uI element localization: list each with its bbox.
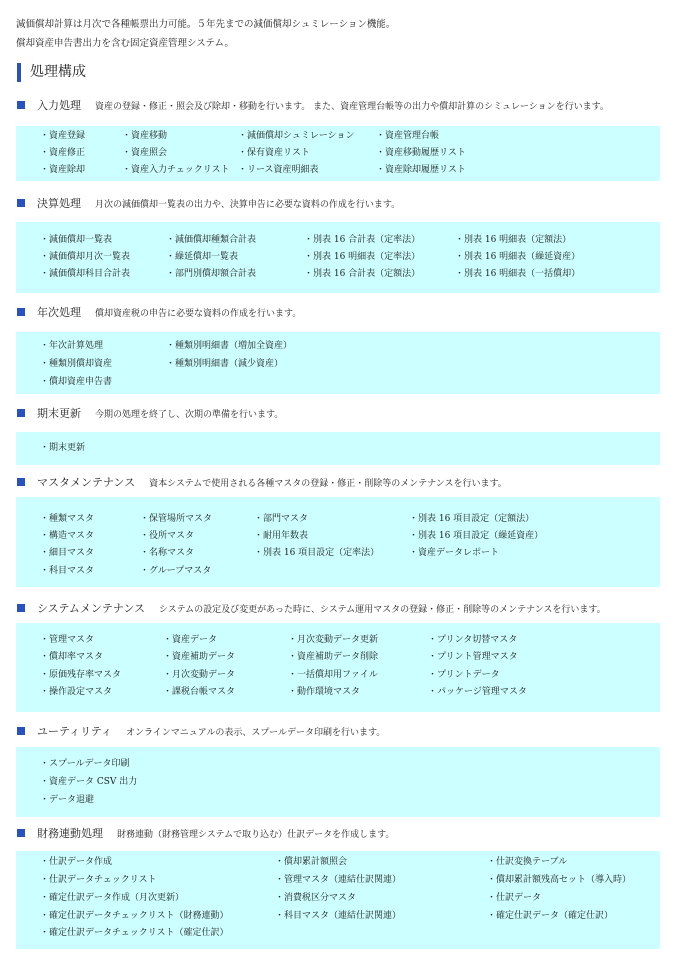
section-item-panel	[16, 332, 660, 394]
section-heading	[17, 98, 609, 112]
function-list-item: ・別表 16 明細表（一括償却）	[455, 269, 581, 279]
function-list-item: ・資産移動履歴リスト	[376, 148, 466, 158]
function-list-item: ・資産除却	[40, 165, 86, 175]
function-list-item: ・グループマスタ	[140, 566, 212, 576]
section-heading	[17, 305, 301, 319]
section-title: マスタメンテナンス	[37, 476, 136, 489]
function-list-item: ・減価償却一覧表	[40, 235, 113, 245]
function-list-item: ・資産データ	[163, 635, 218, 645]
square-bullet-icon	[17, 829, 25, 837]
section-description: システムの設定及び変更があった時に、システム運用マスタの登録・修正・削除等のメンテナンスを行います。	[159, 604, 606, 615]
function-list-item: ・課税台帳マスタ	[163, 687, 236, 697]
function-list-item: ・別表 16 合計表（定率法）	[304, 235, 421, 245]
function-list-item: ・パッケージ管理マスタ	[428, 687, 527, 697]
function-list-item: ・期末更新	[40, 443, 86, 453]
function-list-item: ・償却率マスタ	[40, 652, 104, 662]
function-list-item: ・消費税区分マスタ	[275, 893, 357, 903]
square-bullet-icon	[17, 308, 25, 316]
function-list-item: ・確定仕訳データチェックリスト（確定仕訳）	[40, 928, 229, 938]
section-description: 資産の登録・修正・照会及び除却・移動を行います。 また、資産管理台帳等の出力や償却計算のシミュレーションを行います。	[95, 101, 609, 112]
section-title: ユーティリティ	[37, 725, 113, 738]
section-heading	[17, 475, 507, 489]
function-list-item: ・資産補助データ	[163, 652, 236, 662]
function-list-item: ・別表 16 明細表（定額法）	[455, 235, 572, 245]
section-description: 今期の処理を終了し、次期の準備を行います。	[95, 409, 284, 420]
function-list-item: ・一括償却用ファイル	[288, 670, 378, 680]
section-heading	[17, 601, 606, 615]
function-list-item: ・種類別償却資産	[40, 359, 113, 369]
section-title: 入力処理	[37, 99, 81, 112]
square-bullet-icon	[17, 478, 25, 486]
function-list-item: ・耐用年数表	[254, 531, 309, 541]
function-list-item: ・確定仕訳データ（確定仕訳）	[487, 911, 614, 921]
function-list-item: ・保管場所マスタ	[140, 514, 213, 524]
function-list-item: ・スプールデータ印刷	[40, 759, 130, 769]
function-list-item: ・プリント管理マスタ	[428, 652, 518, 662]
intro-line-1: 減価償却計算は月次で各種帳票出力可能。５年先までの減価償却シュミレーション機能。	[16, 19, 396, 30]
function-list-item: ・償却累計額照会	[275, 857, 348, 867]
function-list-item: ・別表 16 明細表（繰延資産）	[455, 252, 581, 262]
section-description: 財務連動（財務管理システムで取り込む）仕訳データを作成します。	[117, 829, 395, 840]
function-list-item: ・仕訳データ作成	[40, 857, 113, 867]
section-title: 財務連動処理	[37, 827, 103, 840]
function-list-item: ・別表 16 項目設定（定率法）	[254, 548, 380, 558]
function-list-item: ・保有資産リスト	[238, 148, 310, 158]
function-list-item: ・細目マスタ	[40, 548, 95, 558]
function-list-item: ・科目マスタ（連結仕訳関連）	[275, 911, 402, 921]
function-list-item: ・役所マスタ	[140, 531, 195, 541]
function-list-item: ・種類マスタ	[40, 514, 95, 524]
function-list-item: ・別表 16 明細表（定率法）	[304, 252, 421, 262]
function-list-item: ・繰延償却一覧表	[166, 252, 239, 262]
function-list-item: ・確定仕訳データチェックリスト（財務連動）	[40, 911, 229, 921]
function-list-item: ・管理マスタ	[40, 635, 95, 645]
function-list-item: ・資産データレポート	[409, 548, 500, 558]
function-list-item: ・プリンタ切替マスタ	[428, 635, 518, 645]
function-list-item: ・データ退避	[40, 795, 95, 805]
section-heading	[17, 826, 394, 840]
function-list-item: ・管理マスタ（連結仕訳関連）	[275, 875, 402, 885]
section-item-panel	[16, 497, 660, 587]
function-list-item: ・償却累計額残高セット（導入時）	[487, 875, 632, 885]
function-list-item: ・仕訳変換テーブル	[487, 857, 568, 867]
section-item-panel	[16, 432, 660, 465]
function-list-item: ・構造マスタ	[40, 531, 95, 541]
section-heading	[17, 406, 283, 420]
function-list-item: ・部門別償却額合計表	[166, 269, 257, 279]
square-bullet-icon	[17, 604, 25, 612]
function-list-item: ・資産移動	[122, 131, 168, 141]
function-list-item: ・種類別明細書（減少資産）	[166, 359, 284, 369]
function-list-item: ・償却資産申告書	[40, 377, 113, 387]
page-title: 処理構成	[17, 63, 86, 82]
section-title: 決算処理	[37, 197, 81, 210]
function-list-item: ・種類別明細書（増加全資産）	[166, 341, 293, 351]
function-list-item: ・部門マスタ	[254, 514, 309, 524]
function-list-item: ・確定仕訳データ作成（月次更新）	[40, 893, 185, 903]
square-bullet-icon	[17, 727, 25, 735]
function-list-item: ・月次変動データ更新	[288, 635, 379, 645]
section-title: 年次処理	[37, 306, 81, 319]
function-list-item: ・リース資産明細表	[238, 165, 319, 175]
function-list-item: ・仕訳データチェックリスト	[40, 875, 157, 885]
function-list-item: ・操作設定マスタ	[40, 687, 113, 697]
square-bullet-icon	[17, 199, 25, 207]
function-list-item: ・動作環境マスタ	[288, 687, 361, 697]
function-list-item: ・別表 16 合計表（定額法）	[304, 269, 421, 279]
section-description: 月次の減価償却一覧表の出力や、決算申告に必要な資料の作成を行います。	[95, 199, 401, 210]
function-list-item: ・減価償却月次一覧表	[40, 252, 131, 262]
section-heading	[17, 724, 385, 738]
function-list-item: ・プリントデータ	[428, 670, 500, 680]
function-list-item: ・仕訳データ	[487, 893, 542, 903]
function-list-item: ・減価償却科目合計表	[40, 269, 131, 279]
function-list-item: ・資産データ CSV 出力	[40, 777, 138, 787]
function-list-item: ・資産管理台帳	[376, 131, 440, 141]
function-list-item: ・資産除却履歴リスト	[376, 165, 466, 175]
function-list-item: ・資産登録	[40, 131, 86, 141]
section-description: 償却資産税の申告に必要な資料の作成を行います。	[95, 308, 302, 319]
function-list-item: ・資産修正	[40, 148, 86, 158]
section-title: 期末更新	[37, 407, 81, 420]
section-description: オンラインマニュアルの表示、スプールデータ印刷を行います。	[126, 727, 386, 738]
section-heading	[17, 196, 400, 210]
section-title: システムメンテナンス	[37, 602, 146, 615]
intro-text	[16, 15, 395, 53]
function-list-item: ・原価残存率マスタ	[40, 670, 122, 680]
function-list-item: ・月次変動データ	[163, 670, 236, 680]
function-list-item: ・科目マスタ	[40, 566, 95, 576]
function-list-item: ・別表 16 項目設定（繰延資産）	[409, 531, 544, 541]
function-list-item: ・資産補助データ削除	[288, 652, 379, 662]
function-list-item: ・資産入力チェックリスト	[122, 165, 230, 175]
function-list-item: ・別表 16 項目設定（定額法）	[409, 514, 535, 524]
function-list-item: ・資産照会	[122, 148, 168, 158]
function-list-item: ・減価償却種類合計表	[166, 235, 257, 245]
function-list-item: ・減価償却シュミレーション	[238, 131, 355, 141]
square-bullet-icon	[17, 101, 25, 109]
function-list-item: ・年次計算処理	[40, 341, 104, 351]
square-bullet-icon	[17, 409, 25, 417]
section-description: 資本システムで使用される各種マスタの登録・修正・削除等のメンテナンスを行います。	[149, 478, 507, 489]
function-list-item: ・名称マスタ	[140, 548, 195, 558]
intro-line-2: 償却資産申告書出力を含む固定資産管理システム。	[16, 38, 234, 49]
